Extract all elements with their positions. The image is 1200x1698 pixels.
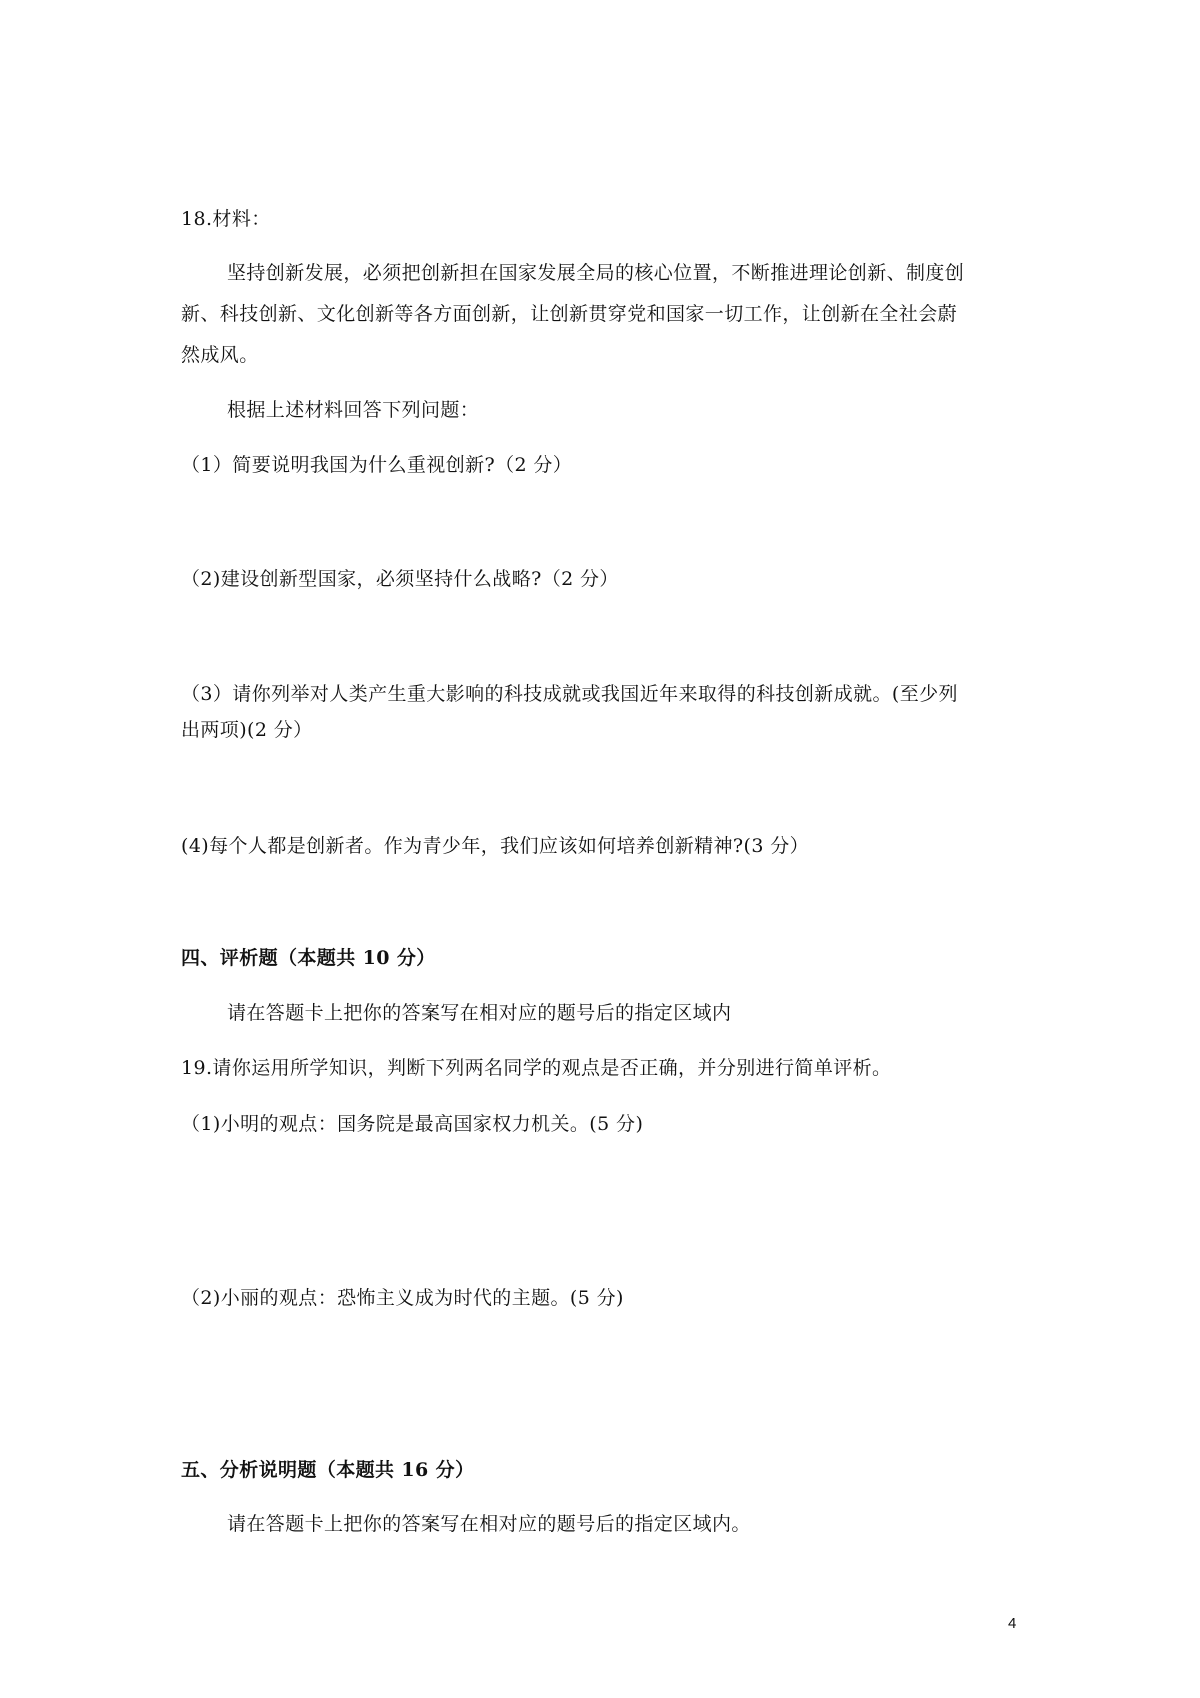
question-18-sub-3-line-1: （3）请你列举对人类产生重大影响的科技成就或我国近年来取得的科技创新成就。(至少列 xyxy=(181,683,958,705)
page-number: 4 xyxy=(1008,1615,1017,1632)
question-19-title: 19.请你运用所学知识，判断下列两名同学的观点是否正确，并分别进行简单评析。 xyxy=(181,1057,892,1079)
section-5-heading: 五、分析说明题（本题共 16 分） xyxy=(181,1459,475,1481)
question-19-sub-1: （1)小明的观点：国务院是最高国家权力机关。(5 分) xyxy=(181,1113,644,1135)
section-4-heading: 四、评析题（本题共 10 分） xyxy=(181,947,436,969)
question-18-title: 18.材料： xyxy=(181,208,271,230)
question-18-sub-3-line-2: 出两项)(2 分） xyxy=(181,719,313,741)
question-18-instruction: 根据上述材料回答下列问题： xyxy=(227,399,480,421)
section-5-instruction: 请在答题卡上把你的答案写在相对应的题号后的指定区域内。 xyxy=(227,1513,751,1535)
material-line-2: 新、科技创新、文化创新等各方面创新，让创新贯穿党和国家一切工作，让创新在全社会蔚 xyxy=(181,303,958,325)
material-line-3: 然成风。 xyxy=(181,344,259,366)
question-19-sub-2: （2)小丽的观点：恐怖主义成为时代的主题。(5 分) xyxy=(181,1287,624,1309)
question-18-sub-4: (4)每个人都是创新者。作为青少年，我们应该如何培养创新精神?(3 分） xyxy=(181,835,810,857)
section-4-instruction: 请在答题卡上把你的答案写在相对应的题号后的指定区域内 xyxy=(227,1002,732,1024)
material-line-1: 坚持创新发展，必须把创新担在国家发展全局的核心位置，不断推进理论创新、制度创 xyxy=(227,262,965,284)
question-18-sub-2: （2)建设创新型国家，必须坚持什么战略?（2 分） xyxy=(181,568,619,590)
question-18-sub-1: （1）简要说明我国为什么重视创新?（2 分） xyxy=(181,454,573,476)
